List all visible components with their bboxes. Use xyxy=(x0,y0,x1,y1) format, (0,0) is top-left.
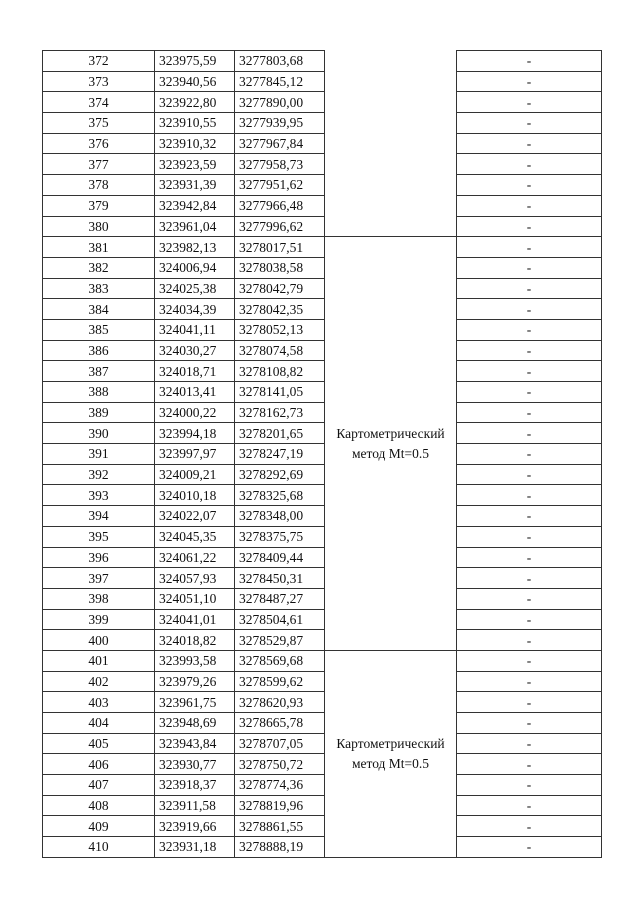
point-number-cell: 390 xyxy=(43,423,155,444)
note-cell: - xyxy=(457,175,602,196)
table-row xyxy=(43,609,602,630)
x-coordinate-cell: 324041,01 xyxy=(155,609,235,630)
point-number-cell: 398 xyxy=(43,588,155,609)
table-row xyxy=(43,754,602,775)
x-coordinate-cell: 323948,69 xyxy=(155,713,235,734)
x-coordinate-cell: 324010,18 xyxy=(155,485,235,506)
method-cell xyxy=(325,51,457,237)
table-row xyxy=(43,92,602,113)
y-coordinate-cell: 3278201,65 xyxy=(235,423,325,444)
y-coordinate-cell: 3278774,36 xyxy=(235,775,325,796)
x-coordinate-cell: 324025,38 xyxy=(155,278,235,299)
note-cell: - xyxy=(457,588,602,609)
point-number-cell: 381 xyxy=(43,237,155,258)
y-coordinate-cell: 3277845,12 xyxy=(235,71,325,92)
note-cell: - xyxy=(457,257,602,278)
y-coordinate-cell: 3278247,19 xyxy=(235,444,325,465)
x-coordinate-cell: 324057,93 xyxy=(155,568,235,589)
x-coordinate-cell: 323997,97 xyxy=(155,444,235,465)
x-coordinate-cell: 324000,22 xyxy=(155,402,235,423)
point-number-cell: 404 xyxy=(43,713,155,734)
note-cell: - xyxy=(457,692,602,713)
y-coordinate-cell: 3278108,82 xyxy=(235,361,325,382)
y-coordinate-cell: 3278888,19 xyxy=(235,837,325,858)
point-number-cell: 397 xyxy=(43,568,155,589)
note-cell: - xyxy=(457,568,602,589)
note-cell: - xyxy=(457,795,602,816)
note-cell: - xyxy=(457,51,602,72)
table-row xyxy=(43,692,602,713)
note-cell: - xyxy=(457,630,602,651)
x-coordinate-cell: 324045,35 xyxy=(155,526,235,547)
table-row xyxy=(43,506,602,527)
note-cell: - xyxy=(457,195,602,216)
x-coordinate-cell: 323975,59 xyxy=(155,51,235,72)
table-row xyxy=(43,133,602,154)
point-number-cell: 388 xyxy=(43,382,155,403)
note-cell: - xyxy=(457,71,602,92)
y-coordinate-cell: 3277951,62 xyxy=(235,175,325,196)
x-coordinate-cell: 323979,26 xyxy=(155,671,235,692)
y-coordinate-cell: 3278819,96 xyxy=(235,795,325,816)
table-row xyxy=(43,630,602,651)
table-row xyxy=(43,175,602,196)
point-number-cell: 380 xyxy=(43,216,155,237)
x-coordinate-cell: 324009,21 xyxy=(155,464,235,485)
note-cell: - xyxy=(457,154,602,175)
x-coordinate-cell: 323993,58 xyxy=(155,650,235,671)
coordinates-table xyxy=(42,50,602,858)
note-cell: - xyxy=(457,816,602,837)
note-cell: - xyxy=(457,671,602,692)
point-number-cell: 401 xyxy=(43,650,155,671)
point-number-cell: 402 xyxy=(43,671,155,692)
note-cell: - xyxy=(457,361,602,382)
table-row xyxy=(43,51,602,72)
table-row xyxy=(43,588,602,609)
note-cell: - xyxy=(457,278,602,299)
y-coordinate-cell: 3278620,93 xyxy=(235,692,325,713)
table-row xyxy=(43,713,602,734)
x-coordinate-cell: 324061,22 xyxy=(155,547,235,568)
y-coordinate-cell: 3278348,00 xyxy=(235,506,325,527)
y-coordinate-cell: 3277803,68 xyxy=(235,51,325,72)
table-row xyxy=(43,795,602,816)
point-number-cell: 408 xyxy=(43,795,155,816)
method-cell: Картометрический метод Mt=0.5 xyxy=(325,650,457,857)
table-row xyxy=(43,485,602,506)
x-coordinate-cell: 323961,04 xyxy=(155,216,235,237)
table-row xyxy=(43,361,602,382)
note-cell: - xyxy=(457,113,602,134)
y-coordinate-cell: 3278017,51 xyxy=(235,237,325,258)
y-coordinate-cell: 3278504,61 xyxy=(235,609,325,630)
y-coordinate-cell: 3278162,73 xyxy=(235,402,325,423)
table-row xyxy=(43,775,602,796)
table-row xyxy=(43,319,602,340)
table-row xyxy=(43,837,602,858)
x-coordinate-cell: 323982,13 xyxy=(155,237,235,258)
x-coordinate-cell: 323911,58 xyxy=(155,795,235,816)
table-row xyxy=(43,733,602,754)
y-coordinate-cell: 3278375,75 xyxy=(235,526,325,547)
note-cell: - xyxy=(457,609,602,630)
x-coordinate-cell: 324051,10 xyxy=(155,588,235,609)
y-coordinate-cell: 3277939,95 xyxy=(235,113,325,134)
y-coordinate-cell: 3278074,58 xyxy=(235,340,325,361)
point-number-cell: 394 xyxy=(43,506,155,527)
point-number-cell: 385 xyxy=(43,319,155,340)
point-number-cell: 391 xyxy=(43,444,155,465)
note-cell: - xyxy=(457,382,602,403)
y-coordinate-cell: 3277890,00 xyxy=(235,92,325,113)
point-number-cell: 407 xyxy=(43,775,155,796)
x-coordinate-cell: 324018,71 xyxy=(155,361,235,382)
table-row xyxy=(43,650,602,671)
note-cell: - xyxy=(457,713,602,734)
y-coordinate-cell: 3278292,69 xyxy=(235,464,325,485)
x-coordinate-cell: 323923,59 xyxy=(155,154,235,175)
table-row xyxy=(43,444,602,465)
note-cell: - xyxy=(457,237,602,258)
table-row xyxy=(43,113,602,134)
x-coordinate-cell: 323918,37 xyxy=(155,775,235,796)
table-row xyxy=(43,382,602,403)
point-number-cell: 386 xyxy=(43,340,155,361)
y-coordinate-cell: 3277967,84 xyxy=(235,133,325,154)
note-cell: - xyxy=(457,133,602,154)
table-row xyxy=(43,464,602,485)
note-cell: - xyxy=(457,402,602,423)
x-coordinate-cell: 323940,56 xyxy=(155,71,235,92)
note-cell: - xyxy=(457,650,602,671)
x-coordinate-cell: 323910,32 xyxy=(155,133,235,154)
x-coordinate-cell: 323919,66 xyxy=(155,816,235,837)
point-number-cell: 372 xyxy=(43,51,155,72)
note-cell: - xyxy=(457,299,602,320)
note-cell: - xyxy=(457,464,602,485)
y-coordinate-cell: 3278665,78 xyxy=(235,713,325,734)
point-number-cell: 395 xyxy=(43,526,155,547)
y-coordinate-cell: 3277996,62 xyxy=(235,216,325,237)
x-coordinate-cell: 324022,07 xyxy=(155,506,235,527)
table-row xyxy=(43,257,602,278)
table-row xyxy=(43,423,602,444)
point-number-cell: 379 xyxy=(43,195,155,216)
coordinates-table-body xyxy=(43,51,602,858)
table-row xyxy=(43,216,602,237)
y-coordinate-cell: 3278487,27 xyxy=(235,588,325,609)
point-number-cell: 406 xyxy=(43,754,155,775)
note-cell: - xyxy=(457,340,602,361)
point-number-cell: 387 xyxy=(43,361,155,382)
point-number-cell: 399 xyxy=(43,609,155,630)
note-cell: - xyxy=(457,547,602,568)
note-cell: - xyxy=(457,733,602,754)
x-coordinate-cell: 323922,80 xyxy=(155,92,235,113)
point-number-cell: 377 xyxy=(43,154,155,175)
note-cell: - xyxy=(457,92,602,113)
x-coordinate-cell: 324034,39 xyxy=(155,299,235,320)
point-number-cell: 409 xyxy=(43,816,155,837)
y-coordinate-cell: 3277958,73 xyxy=(235,154,325,175)
point-number-cell: 389 xyxy=(43,402,155,423)
y-coordinate-cell: 3278325,68 xyxy=(235,485,325,506)
x-coordinate-cell: 323994,18 xyxy=(155,423,235,444)
point-number-cell: 374 xyxy=(43,92,155,113)
y-coordinate-cell: 3278450,31 xyxy=(235,568,325,589)
note-cell: - xyxy=(457,526,602,547)
point-number-cell: 400 xyxy=(43,630,155,651)
y-coordinate-cell: 3278141,05 xyxy=(235,382,325,403)
point-number-cell: 375 xyxy=(43,113,155,134)
point-number-cell: 373 xyxy=(43,71,155,92)
note-cell: - xyxy=(457,444,602,465)
y-coordinate-cell: 3278707,05 xyxy=(235,733,325,754)
method-cell: Картометрический метод Mt=0.5 xyxy=(325,237,457,651)
point-number-cell: 393 xyxy=(43,485,155,506)
table-row xyxy=(43,299,602,320)
table-row xyxy=(43,340,602,361)
note-cell: - xyxy=(457,485,602,506)
point-number-cell: 376 xyxy=(43,133,155,154)
table-row xyxy=(43,526,602,547)
y-coordinate-cell: 3277966,48 xyxy=(235,195,325,216)
note-cell: - xyxy=(457,506,602,527)
y-coordinate-cell: 3278038,58 xyxy=(235,257,325,278)
y-coordinate-cell: 3278569,68 xyxy=(235,650,325,671)
x-coordinate-cell: 324041,11 xyxy=(155,319,235,340)
x-coordinate-cell: 323931,39 xyxy=(155,175,235,196)
table-row xyxy=(43,71,602,92)
table-row xyxy=(43,671,602,692)
x-coordinate-cell: 324030,27 xyxy=(155,340,235,361)
y-coordinate-cell: 3278409,44 xyxy=(235,547,325,568)
table-row xyxy=(43,278,602,299)
x-coordinate-cell: 323910,55 xyxy=(155,113,235,134)
note-cell: - xyxy=(457,423,602,444)
point-number-cell: 384 xyxy=(43,299,155,320)
x-coordinate-cell: 323943,84 xyxy=(155,733,235,754)
table-row xyxy=(43,402,602,423)
x-coordinate-cell: 324013,41 xyxy=(155,382,235,403)
table-row xyxy=(43,154,602,175)
point-number-cell: 383 xyxy=(43,278,155,299)
table-row xyxy=(43,568,602,589)
table-row xyxy=(43,237,602,258)
point-number-cell: 410 xyxy=(43,837,155,858)
point-number-cell: 382 xyxy=(43,257,155,278)
y-coordinate-cell: 3278750,72 xyxy=(235,754,325,775)
note-cell: - xyxy=(457,775,602,796)
y-coordinate-cell: 3278529,87 xyxy=(235,630,325,651)
note-cell: - xyxy=(457,216,602,237)
x-coordinate-cell: 323930,77 xyxy=(155,754,235,775)
y-coordinate-cell: 3278861,55 xyxy=(235,816,325,837)
x-coordinate-cell: 323931,18 xyxy=(155,837,235,858)
x-coordinate-cell: 323942,84 xyxy=(155,195,235,216)
y-coordinate-cell: 3278042,35 xyxy=(235,299,325,320)
point-number-cell: 396 xyxy=(43,547,155,568)
note-cell: - xyxy=(457,319,602,340)
point-number-cell: 403 xyxy=(43,692,155,713)
point-number-cell: 405 xyxy=(43,733,155,754)
y-coordinate-cell: 3278599,62 xyxy=(235,671,325,692)
table-row xyxy=(43,195,602,216)
note-cell: - xyxy=(457,754,602,775)
note-cell: - xyxy=(457,837,602,858)
y-coordinate-cell: 3278042,79 xyxy=(235,278,325,299)
x-coordinate-cell: 324018,82 xyxy=(155,630,235,651)
x-coordinate-cell: 323961,75 xyxy=(155,692,235,713)
table-row xyxy=(43,547,602,568)
x-coordinate-cell: 324006,94 xyxy=(155,257,235,278)
y-coordinate-cell: 3278052,13 xyxy=(235,319,325,340)
table-row xyxy=(43,816,602,837)
point-number-cell: 378 xyxy=(43,175,155,196)
point-number-cell: 392 xyxy=(43,464,155,485)
